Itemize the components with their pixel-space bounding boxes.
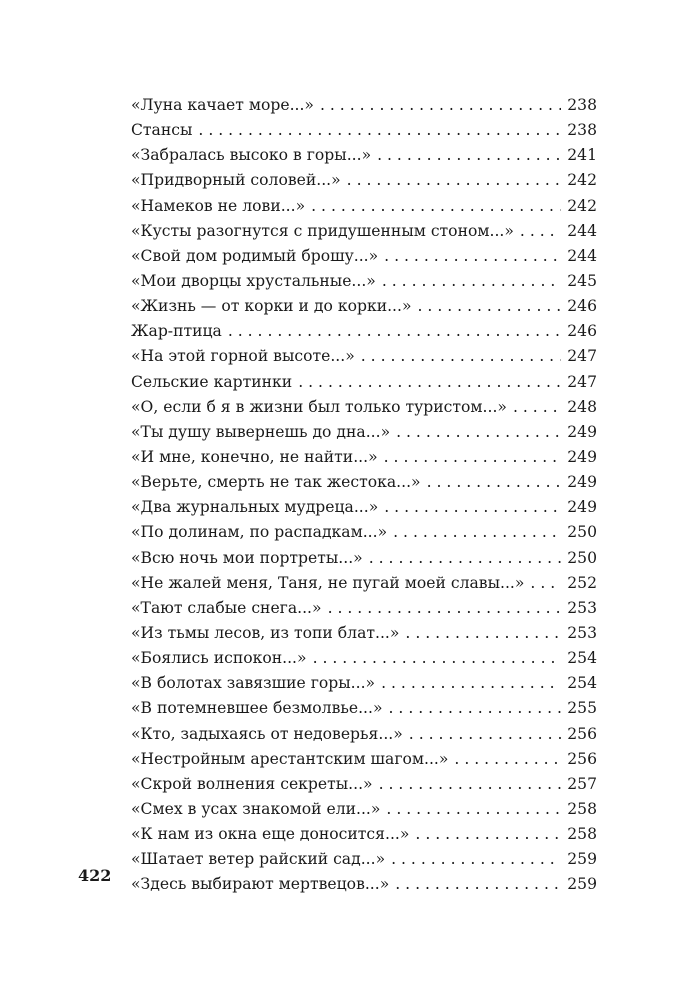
dot-leader <box>409 722 561 747</box>
toc-entry <box>131 143 597 168</box>
toc-entry-page: 250 <box>567 548 597 567</box>
toc-entry-title: «Два журнальных мудреца...» <box>131 498 379 517</box>
toc-entry-title: «В болотах завязшие горы...» <box>131 674 376 693</box>
toc-entry <box>131 797 597 822</box>
toc-entry-page: 256 <box>567 724 597 743</box>
dot-leader <box>418 294 562 319</box>
toc-entry-title: «Скрой волнения секреты...» <box>131 774 373 793</box>
dot-leader <box>311 194 561 219</box>
toc-entry-page: 241 <box>567 146 597 165</box>
toc-entry-page: 249 <box>567 447 597 466</box>
toc-entry-title: «Кто, задыхаясь от недоверья...» <box>131 724 403 743</box>
toc-entry <box>131 294 597 319</box>
toc-entry <box>131 696 597 721</box>
toc-entry-page: 253 <box>567 623 597 642</box>
dot-leader <box>384 244 561 269</box>
toc-entry <box>131 621 597 646</box>
toc-entry-page: 254 <box>567 674 597 693</box>
toc-entry-title: «Мои дворцы хрустальные...» <box>131 271 376 290</box>
toc-entry-page: 242 <box>567 196 597 215</box>
dot-leader <box>369 546 562 571</box>
toc-entry <box>131 319 597 344</box>
toc-entry-page: 259 <box>567 850 597 869</box>
toc-entry-title: «Не жалей меня, Таня, не пугай моей славы...» <box>131 573 525 592</box>
dot-leader <box>381 671 561 696</box>
toc-entry-page: 244 <box>567 221 597 240</box>
toc-entry-page: 258 <box>567 825 597 844</box>
toc-entry-title: «Ты душу вывернешь до дна...» <box>131 422 391 441</box>
dot-leader <box>427 470 562 495</box>
toc-entry <box>131 244 597 269</box>
toc-entry <box>131 269 597 294</box>
dot-leader <box>520 219 561 244</box>
dot-leader <box>530 571 561 596</box>
toc-entry <box>131 520 597 545</box>
toc-entry-page: 242 <box>567 171 597 190</box>
toc-entry <box>131 470 597 495</box>
toc-entry-title: «Боялись испокон...» <box>131 649 307 668</box>
dot-leader <box>391 847 561 872</box>
toc-entry <box>131 370 597 395</box>
toc-entry-page: 256 <box>567 749 597 768</box>
toc-entry <box>131 872 597 897</box>
toc-entry-title: «К нам из окна еще доносится...» <box>131 825 410 844</box>
toc-entry-page: 249 <box>567 473 597 492</box>
toc-entry-title: «Нестройным арестантским шагом...» <box>131 749 449 768</box>
toc-entry-title: Сельские картинки <box>131 372 293 391</box>
dot-leader <box>389 696 562 721</box>
toc-entry <box>131 722 597 747</box>
toc-entry-title: «На этой горной высоте...» <box>131 347 355 366</box>
toc-entry <box>131 445 597 470</box>
dot-leader <box>454 747 561 772</box>
toc-entry-page: 249 <box>567 498 597 517</box>
toc-entry <box>131 772 597 797</box>
toc-entry <box>131 596 597 621</box>
toc-entry <box>131 344 597 369</box>
dot-leader <box>377 143 561 168</box>
toc-entry-page: 238 <box>567 121 597 140</box>
toc-entry-page: 249 <box>567 422 597 441</box>
dot-leader <box>347 168 562 193</box>
toc-entry-title: Стансы <box>131 121 193 140</box>
toc-entry-title: «Тают слабые снега...» <box>131 598 322 617</box>
dot-leader <box>384 445 562 470</box>
toc-entry-page: 246 <box>567 297 597 316</box>
toc-entry <box>131 93 597 118</box>
dot-leader <box>228 319 561 344</box>
toc-entry-title: «Забралась высоко в горы...» <box>131 146 372 165</box>
toc-entry-page: 248 <box>567 397 597 416</box>
toc-entry <box>131 747 597 772</box>
toc-entry <box>131 395 597 420</box>
dot-leader <box>361 344 561 369</box>
toc-entry <box>131 495 597 520</box>
toc-entry-page: 246 <box>567 322 597 341</box>
toc-entry <box>131 546 597 571</box>
toc-entry <box>131 420 597 445</box>
dot-leader <box>393 520 561 545</box>
dot-leader <box>379 772 562 797</box>
dot-leader <box>395 872 561 897</box>
dot-leader <box>320 93 561 118</box>
toc-entry-page: 244 <box>567 246 597 265</box>
dot-leader <box>386 797 561 822</box>
toc-entry-title: «И мне, конечно, не найти...» <box>131 447 378 466</box>
dot-leader <box>415 822 561 847</box>
toc-entry-title: «Верьте, смерть не так жестока...» <box>131 473 421 492</box>
dot-leader <box>328 596 562 621</box>
toc-entry-title: «Здесь выбирают мертвецов...» <box>131 875 390 894</box>
toc-entry <box>131 219 597 244</box>
toc-entry-title: «Жизнь — от корки и до корки...» <box>131 297 412 316</box>
toc-entry <box>131 571 597 596</box>
toc-entry-page: 247 <box>567 347 597 366</box>
toc-entry-title: «Из тьмы лесов, из топи блат...» <box>131 623 400 642</box>
dot-leader <box>384 495 561 520</box>
toc-entry-title: «Луна качает море...» <box>131 96 314 114</box>
toc-entry-page: 258 <box>567 799 597 818</box>
toc-entry-title: «Шатает ветер райский сад...» <box>131 850 386 869</box>
toc-entry-title: «Смех в усах знакомой ели...» <box>131 799 381 818</box>
toc-entry-title: «В потемневшее безмолвье...» <box>131 699 383 718</box>
toc-entry-page: 253 <box>567 598 597 617</box>
dot-leader <box>298 370 561 395</box>
toc-entry-title: «Всю ночь мои портреты...» <box>131 548 363 567</box>
dot-leader <box>198 118 561 143</box>
toc-entry-title: «Свой дом родимый брошу...» <box>131 246 379 265</box>
toc-entry-page: 255 <box>567 699 597 718</box>
toc-entry <box>131 847 597 872</box>
toc-entry <box>131 194 597 219</box>
toc-entry <box>131 822 597 847</box>
toc-entry <box>131 646 597 671</box>
toc-entry-page: 250 <box>567 523 597 542</box>
toc-entry-page: 252 <box>567 573 597 592</box>
toc-entry-page: 254 <box>567 649 597 668</box>
dot-leader <box>513 395 561 420</box>
toc-entry-title: «По долинам, по распадкам...» <box>131 523 388 542</box>
dot-leader <box>405 621 561 646</box>
toc-entry-page: 245 <box>567 271 597 290</box>
toc-entry-page: 257 <box>567 774 597 793</box>
toc-entry <box>131 671 597 696</box>
toc-entry-page: 247 <box>567 372 597 391</box>
table-of-contents <box>131 93 597 898</box>
toc-entry <box>131 168 597 193</box>
page-number: 422 <box>78 866 112 885</box>
dot-leader <box>382 269 561 294</box>
toc-entry-page: 259 <box>567 875 597 894</box>
toc-entry-title: «О, если б я в жизни был только туристом...» <box>131 397 507 416</box>
dot-leader <box>396 420 561 445</box>
toc-entry <box>131 118 597 143</box>
toc-entry-page: 238 <box>567 96 597 114</box>
toc-entry-title: «Придворный соловей...» <box>131 171 341 190</box>
toc-entry-title: «Намеков не лови...» <box>131 196 306 215</box>
dot-leader <box>313 646 562 671</box>
toc-entry-title: «Кусты разогнутся с придушенным стоном...» <box>131 221 514 240</box>
toc-entry-title: Жар-птица <box>131 322 222 341</box>
